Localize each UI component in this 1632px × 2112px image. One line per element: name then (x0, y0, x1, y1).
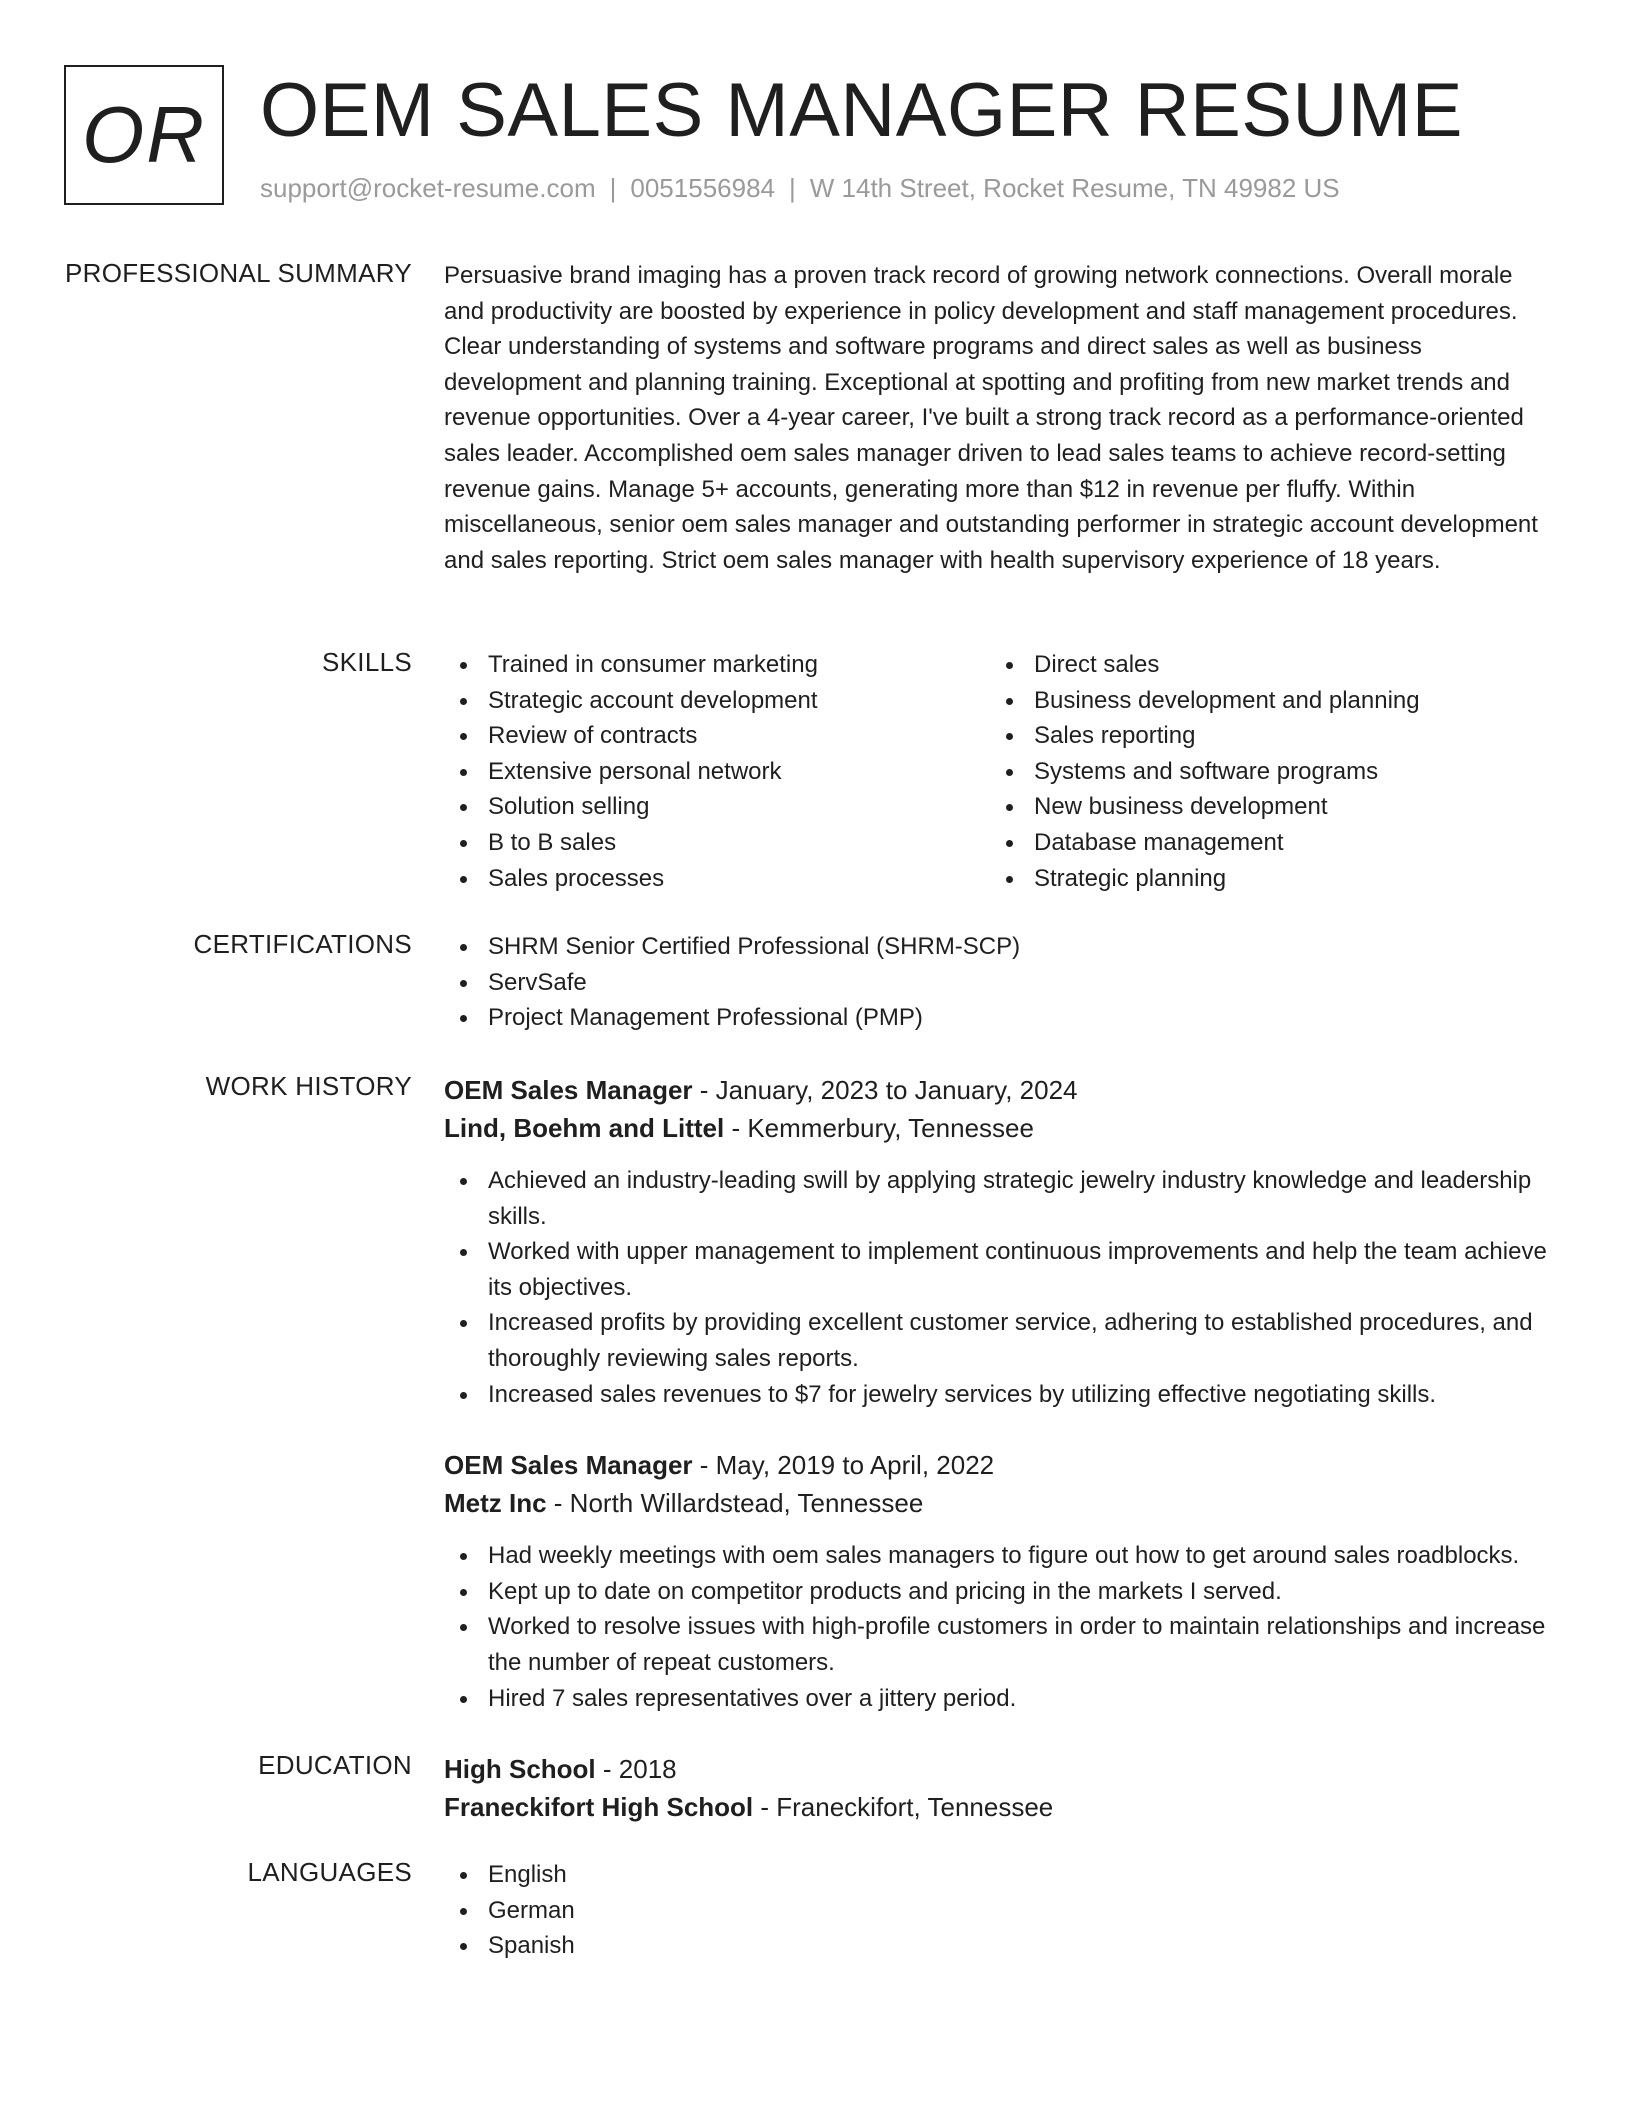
education-degree-line (444, 1750, 1554, 1788)
job-dates: - January, 2023 to January, 2024 (692, 1075, 1078, 1105)
contact-email: support@rocket-resume.com (260, 173, 596, 203)
job-company-line (444, 1109, 1554, 1147)
skill-item: Direct sales (990, 647, 1536, 683)
job-company-line (444, 1484, 1554, 1522)
skill-item: Review of contracts (444, 718, 990, 754)
languages-list (444, 1857, 1554, 1964)
education-school: Franeckifort High School (444, 1792, 754, 1822)
job-title: OEM Sales Manager (444, 1075, 693, 1105)
section-label-certifications: CERTIFICATIONS (193, 929, 412, 959)
section-label-work-history: WORK HISTORY (205, 1071, 412, 1101)
job-bullet: Worked to resolve issues with high-profile customers in order to maintain relationships and increase the number of repeat customers. (444, 1609, 1554, 1680)
skills-list-right (990, 647, 1536, 896)
skill-item: Sales reporting (990, 718, 1536, 754)
language-item: German (444, 1893, 1554, 1929)
job-title-line (444, 1071, 1554, 1109)
job-bullets (444, 1163, 1554, 1412)
certifications-content (444, 929, 1554, 1036)
section-label-education: EDUCATION (258, 1750, 412, 1780)
work-history-content (444, 1071, 1554, 1716)
languages-content (444, 1857, 1554, 1964)
job-company: Lind, Boehm and Littel (444, 1113, 725, 1143)
skill-item: Systems and software programs (990, 754, 1536, 790)
skill-item: Extensive personal network (444, 754, 990, 790)
education-school-line (444, 1788, 1554, 1826)
job-bullet: Hired 7 sales representatives over a jittery period. (444, 1681, 1554, 1717)
skill-item: Solution selling (444, 789, 990, 825)
job-title: OEM Sales Manager (444, 1450, 693, 1481)
section-label-summary: PROFESSIONAL SUMMARY (65, 258, 412, 288)
skill-item: B to B sales (444, 825, 990, 861)
resume-title: OEM SALES MANAGER RESUME (260, 68, 1463, 153)
certification-item: Project Management Professional (PMP) (444, 1000, 1554, 1036)
skill-item: Strategic account development (444, 683, 990, 719)
skill-item: Trained in consumer marketing (444, 647, 990, 683)
certifications-list (444, 929, 1554, 1036)
education-degree: High School (444, 1754, 596, 1784)
job-bullet: Increased sales revenues to $7 for jewelry services by utilizing effective negotiating skills. (444, 1377, 1554, 1413)
job-entry (444, 1446, 1554, 1716)
monogram-logo: OR (64, 65, 224, 205)
job-title-line (444, 1446, 1554, 1484)
skills-columns (444, 647, 1554, 896)
skill-item: Business development and planning (990, 683, 1536, 719)
education-year: - 2018 (595, 1754, 677, 1784)
education-content (444, 1750, 1554, 1826)
job-bullet: Worked with upper management to implement continuous improvements and help the team achieve its objectives. (444, 1234, 1554, 1305)
resume-header (64, 65, 1564, 210)
section-label-skills: SKILLS (322, 647, 412, 677)
contact-separator: | (789, 173, 796, 203)
job-entry (444, 1071, 1554, 1412)
certification-item: ServSafe (444, 965, 1554, 1001)
job-location: - Kemmerbury, Tennessee (724, 1113, 1034, 1143)
skill-item: Sales processes (444, 861, 990, 897)
job-location: - North Willardstead, Tennessee (546, 1488, 924, 1519)
language-item: Spanish (444, 1928, 1554, 1964)
job-bullet: Had weekly meetings with oem sales managers to figure out how to get around sales roadblocks. (444, 1538, 1554, 1574)
skill-item: New business development (990, 789, 1536, 825)
job-dates: - May, 2019 to April, 2022 (692, 1450, 995, 1481)
education-location: - Franeckifort, Tennessee (753, 1792, 1054, 1822)
skills-list-left (444, 647, 990, 896)
summary-text: Persuasive brand imaging has a proven track record of growing network connections. Overall morale and productivity are boosted by experience in policy development and staff management procedures. Clear understanding of systems and software programs and direct sales as well as business development and planning training. Exceptional at spotting and profiting from new market trends and revenue opportunities. Over a 4-year career, I've built a strong track record as a performance-oriented sales leader. Accomplished oem sales manager driven to lead sales teams to achieve record-setting revenue gains. Manage 5+ accounts, generating more than $12 in revenue per fluffy. Within miscellaneous, senior oem sales manager and outstanding performer in strategic account development and sales reporting. Strict oem sales manager with health supervisory experience of 18 years. (444, 262, 1538, 574)
contact-line (260, 173, 1340, 204)
contact-separator: | (609, 173, 617, 203)
certification-item: SHRM Senior Certified Professional (SHRM-SCP) (444, 929, 1554, 965)
contact-address: W 14th Street, Rocket Resume, TN 49982 US (809, 173, 1340, 203)
language-item: English (444, 1857, 1554, 1893)
job-company: Metz Inc (444, 1488, 547, 1519)
job-bullet: Achieved an industry-leading swill by applying strategic jewelry industry knowledge and leadership skills. (444, 1163, 1554, 1234)
section-label-languages: LANGUAGES (247, 1857, 412, 1887)
job-bullet: Increased profits by providing excellent customer service, adhering to established procedures, and thoroughly reviewing sales reports. (444, 1305, 1554, 1376)
job-bullets (444, 1538, 1554, 1716)
skill-item: Database management (990, 825, 1536, 861)
skill-item: Strategic planning (990, 861, 1536, 897)
contact-phone: 0051556984 (630, 173, 775, 203)
job-bullet: Kept up to date on competitor products and pricing in the markets I served. (444, 1574, 1554, 1610)
